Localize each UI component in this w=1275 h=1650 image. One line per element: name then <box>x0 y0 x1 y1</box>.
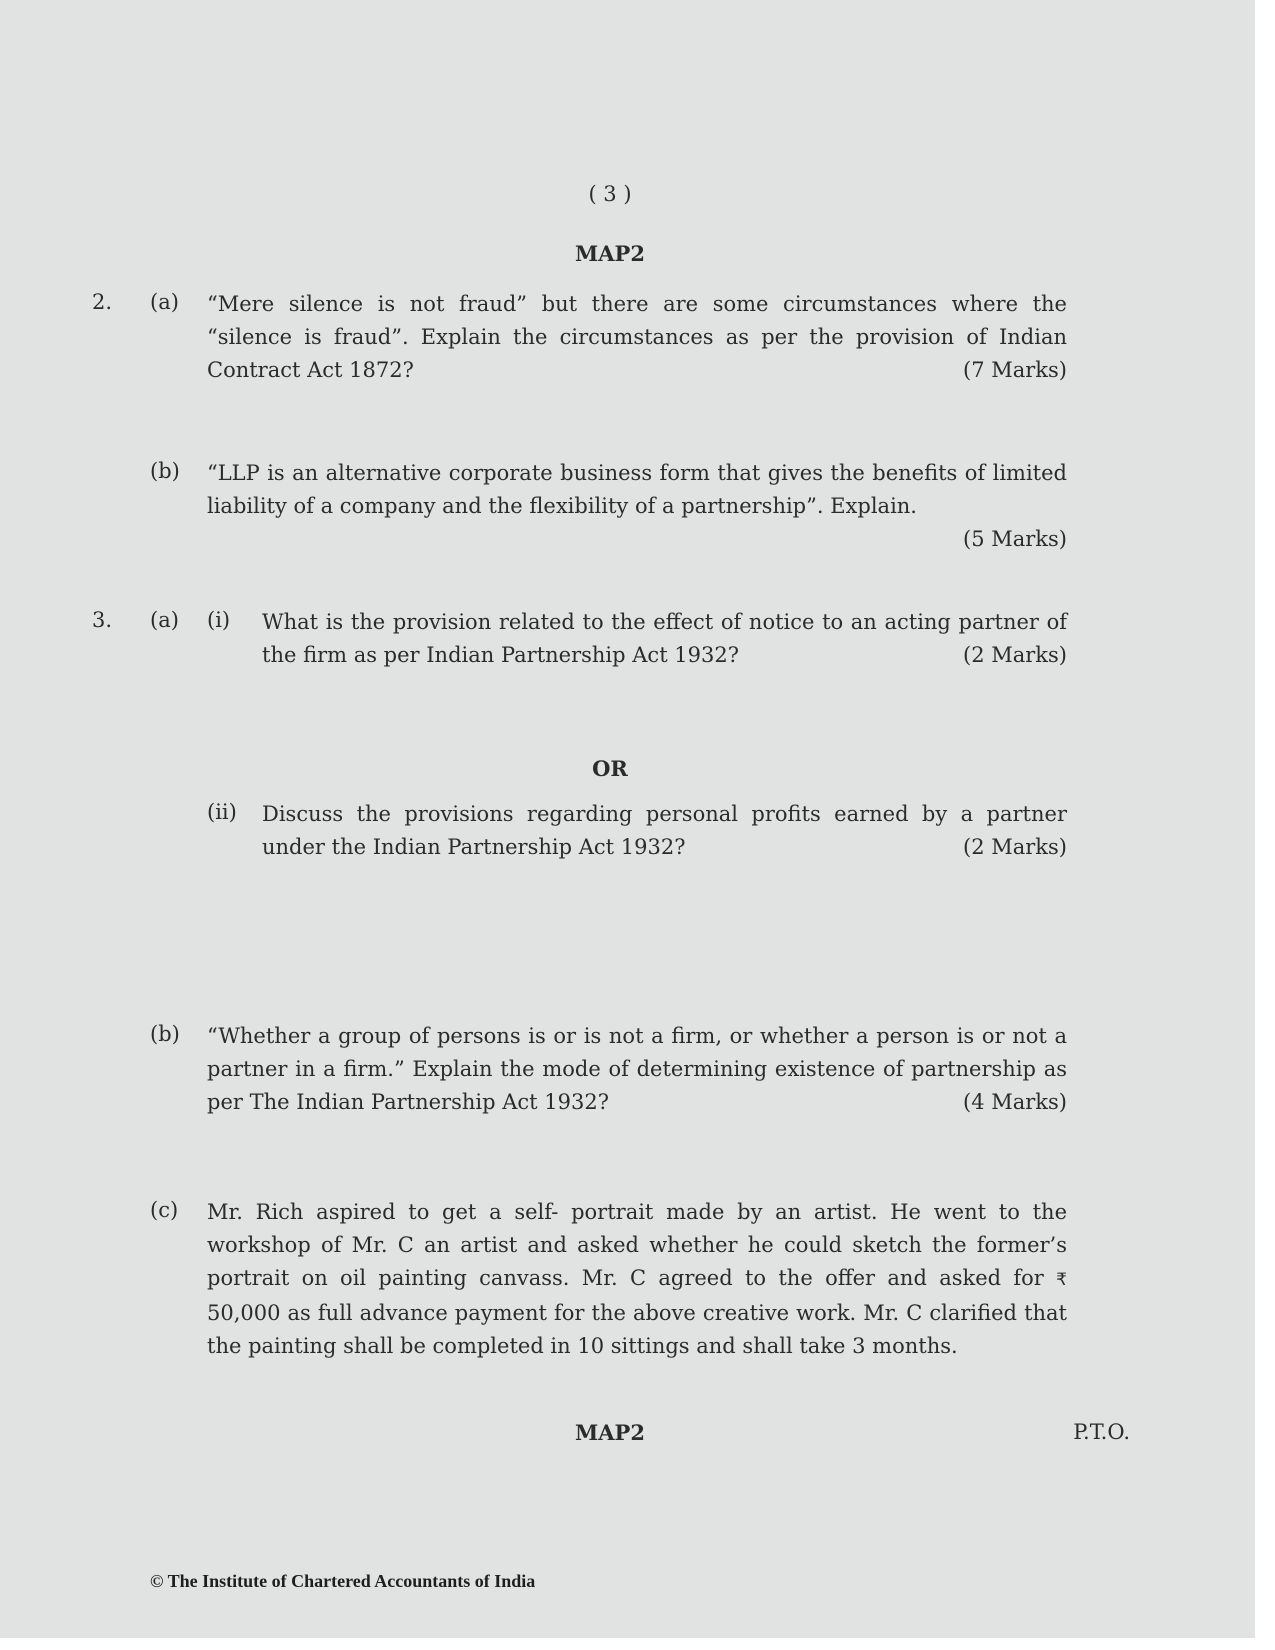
q2a-block <box>207 288 1067 387</box>
q3c-text <box>207 1196 1067 1363</box>
rupee-symbol: ₹ <box>1056 1270 1067 1290</box>
q3a-ii-label: (ii) <box>207 800 237 824</box>
q3a-i-block <box>262 606 1067 672</box>
q3b-text: “Whether a group of persons is or is not a firm, or whether a person is or not a partner in a firm.” Explain the mode of determining existence of partnership as per The Indian Partnership Act 1932? <box>207 1024 1067 1114</box>
q3c-text-part2: 50,000 as full advance payment for the above creative work. Mr. C clarified that the painting shall be completed in 10 sittings and shall take 3 months. <box>207 1301 1067 1358</box>
page-number: ( 3 ) <box>588 182 632 206</box>
q2b-block <box>207 457 1067 556</box>
q3a-ii-block <box>262 798 1067 864</box>
question-number-3: 3. <box>92 608 113 632</box>
q3a-i-label: (i) <box>207 608 231 632</box>
q3a-label: (a) <box>150 608 179 632</box>
q3a-ii-text: Discuss the provisions regarding personal profits earned by a partner under the Indian Partnership Act 1932? <box>262 802 1067 859</box>
q2b-label: (b) <box>150 459 180 483</box>
pto-label: P.T.O. <box>1073 1420 1130 1444</box>
q3b-marks: (4 Marks) <box>963 1090 1067 1114</box>
q3c-text-part1: Mr. Rich aspired to get a self- portrait made by an artist. He went to the workshop of Mr. C an artist and asked whether he could sketch the former’s portrait on oil painting canvass. Mr. C agreed to the offer and asked for <box>207 1200 1067 1290</box>
q3c-block <box>207 1196 1067 1363</box>
q2b-marks: (5 Marks) <box>963 527 1067 551</box>
q3c-label: (c) <box>150 1198 179 1222</box>
q3a-ii-marks: (2 Marks) <box>963 835 1067 859</box>
q2a-text: “Mere silence is not fraud” but there are some circumstances where the “silence is fraud”. Explain the circumstances as per the provision of Indian Contract Act 1872? <box>207 292 1067 382</box>
q3a-i-marks: (2 Marks) <box>963 643 1067 667</box>
q2a-label: (a) <box>150 290 179 314</box>
q2b-text: “LLP is an alternative corporate business form that gives the benefits of limited liability of a company and the flexibility of a partnership”. Explain. <box>207 461 1067 518</box>
or-label: OR <box>592 756 628 781</box>
copyright-notice: © The Institute of Chartered Accountants of India <box>150 1571 536 1591</box>
q3b-label: (b) <box>150 1022 180 1046</box>
paper-code-header: MAP2 <box>575 241 645 266</box>
question-number-2: 2. <box>92 290 113 314</box>
paper-code-footer: MAP2 <box>575 1420 645 1445</box>
q3b-block <box>207 1020 1067 1119</box>
q3a-i-text: What is the provision related to the effect of notice to an acting partner of the firm as per Indian Partnership Act 1932? <box>262 610 1067 667</box>
q2a-marks: (7 Marks) <box>963 358 1067 382</box>
